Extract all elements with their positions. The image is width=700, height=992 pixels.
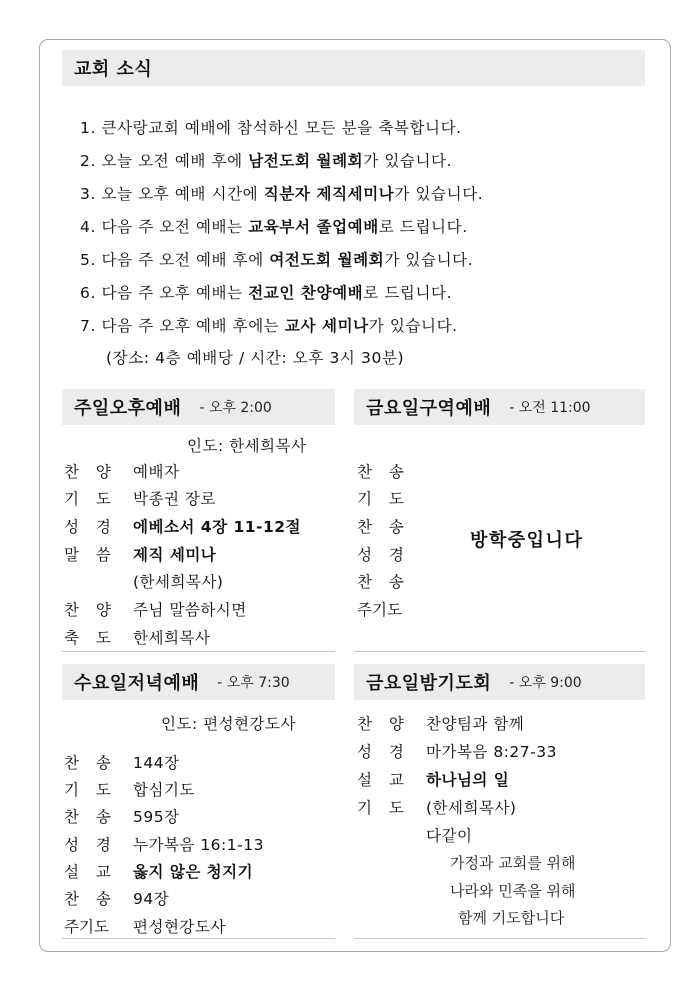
order-value: 주님 말씀하시면: [133, 601, 247, 619]
order-label: 기 도: [357, 799, 410, 817]
divider: [62, 938, 335, 939]
order-label: 기 도: [357, 490, 410, 508]
order-label: 기 도: [64, 490, 117, 508]
order-value: 누가복음 16:1-13: [133, 836, 264, 854]
divider: [354, 651, 645, 652]
news-header: [62, 50, 645, 86]
order-label: 찬 송: [64, 808, 117, 826]
order-value: 마가복음 8:27-33: [426, 743, 557, 761]
order-label: 주기도: [357, 601, 402, 619]
sunday-header: [62, 389, 335, 425]
order-label: 찬 송: [357, 463, 410, 481]
order-label: 찬 양: [64, 601, 117, 619]
friday-district-time: - 오전 11:00: [509, 400, 591, 416]
friday-night-title: 금요일밤기도회: [366, 673, 492, 694]
vacation-message: 방학중입니다: [470, 530, 584, 551]
news-item: 4. 다음 주 오전 예배는 교육부서 졸업예배로 드립니다.: [80, 218, 468, 236]
sunday-leader: 인도: 한세희목사: [187, 437, 307, 455]
divider: [62, 651, 335, 652]
divider: [354, 938, 645, 939]
order-label: 찬 양: [64, 463, 117, 481]
order-label: 성 경: [64, 836, 117, 854]
wednesday-header: [62, 664, 335, 700]
order-value: 94장: [133, 890, 170, 908]
order-label: 찬 송: [357, 573, 410, 591]
order-label: 성 경: [357, 743, 410, 761]
order-label: 찬 송: [64, 890, 117, 908]
friday-district-title: 금요일구역예배: [366, 398, 492, 419]
order-value: 합심기도: [133, 781, 195, 799]
order-label: 찬 양: [357, 715, 410, 733]
order-label: 설 교: [64, 863, 117, 881]
order-label: 주기도: [64, 918, 109, 936]
order-value: 찬양팀과 함께: [426, 715, 525, 733]
order-label: 성 경: [64, 518, 117, 536]
order-value: 박종권 장로: [133, 490, 216, 508]
prayer-item: 함께 기도합니다: [458, 909, 565, 927]
order-label: 기 도: [64, 781, 117, 799]
news-item: 2. 오늘 오전 예배 후에 남전도회 월례회가 있습니다.: [80, 152, 453, 170]
order-value: 에베소서 4장 11-12절: [133, 518, 301, 536]
wednesday-title: 수요일저녁예배: [74, 673, 200, 694]
order-value: 144장: [133, 754, 180, 772]
order-label: 찬 송: [357, 518, 410, 536]
order-label: 축 도: [64, 629, 117, 647]
friday-night-time: - 오후 9:00: [509, 675, 582, 691]
friday-night-header: [354, 664, 645, 700]
news-item: 3. 오늘 오후 예배 시간에 직분자 제직세미나가 있습니다.: [80, 185, 484, 203]
order-value: 한세희목사: [133, 629, 211, 647]
order-label: 말 씀: [64, 546, 117, 564]
news-item: 7. 다음 주 오후 예배 후에는 교사 세미나가 있습니다.: [80, 317, 458, 335]
sunday-title: 주일오후예배: [74, 398, 182, 419]
order-label: 성 경: [357, 546, 410, 564]
wednesday-leader: 인도: 편성현강도사: [161, 715, 296, 733]
order-label: 설 교: [357, 771, 410, 789]
order-value: 다같이: [426, 827, 473, 845]
order-value: (한세희목사): [133, 573, 224, 591]
order-label: 찬 송: [64, 754, 117, 772]
sunday-time: - 오후 2:00: [199, 400, 272, 416]
order-value: 하나님의 일: [426, 771, 510, 789]
order-value: 옳지 않은 청지기: [133, 863, 254, 881]
friday-district-header: [354, 389, 645, 425]
news-item: 5. 다음 주 오전 예배 후에 여전도회 월례회가 있습니다.: [80, 251, 474, 269]
news-item: 1. 큰사랑교회 예배에 참석하신 모든 분을 축복합니다.: [80, 119, 462, 137]
order-value: 편성현강도사: [133, 918, 226, 936]
order-value: 예배자: [133, 463, 180, 481]
news-title: 교회 소식: [74, 59, 153, 80]
wednesday-time: - 오후 7:30: [217, 675, 290, 691]
news-note: (장소: 4층 예배당 / 시간: 오후 3시 30분): [106, 349, 405, 367]
order-value: 595장: [133, 808, 180, 826]
order-value: (한세희목사): [426, 799, 517, 817]
prayer-item: 나라와 민족을 위해: [450, 882, 576, 900]
prayer-item: 가정과 교회를 위해: [450, 854, 576, 872]
order-value: 제직 세미나: [133, 546, 217, 564]
news-item: 6. 다음 주 오후 예배는 전교인 찬양예배로 드립니다.: [80, 284, 453, 302]
